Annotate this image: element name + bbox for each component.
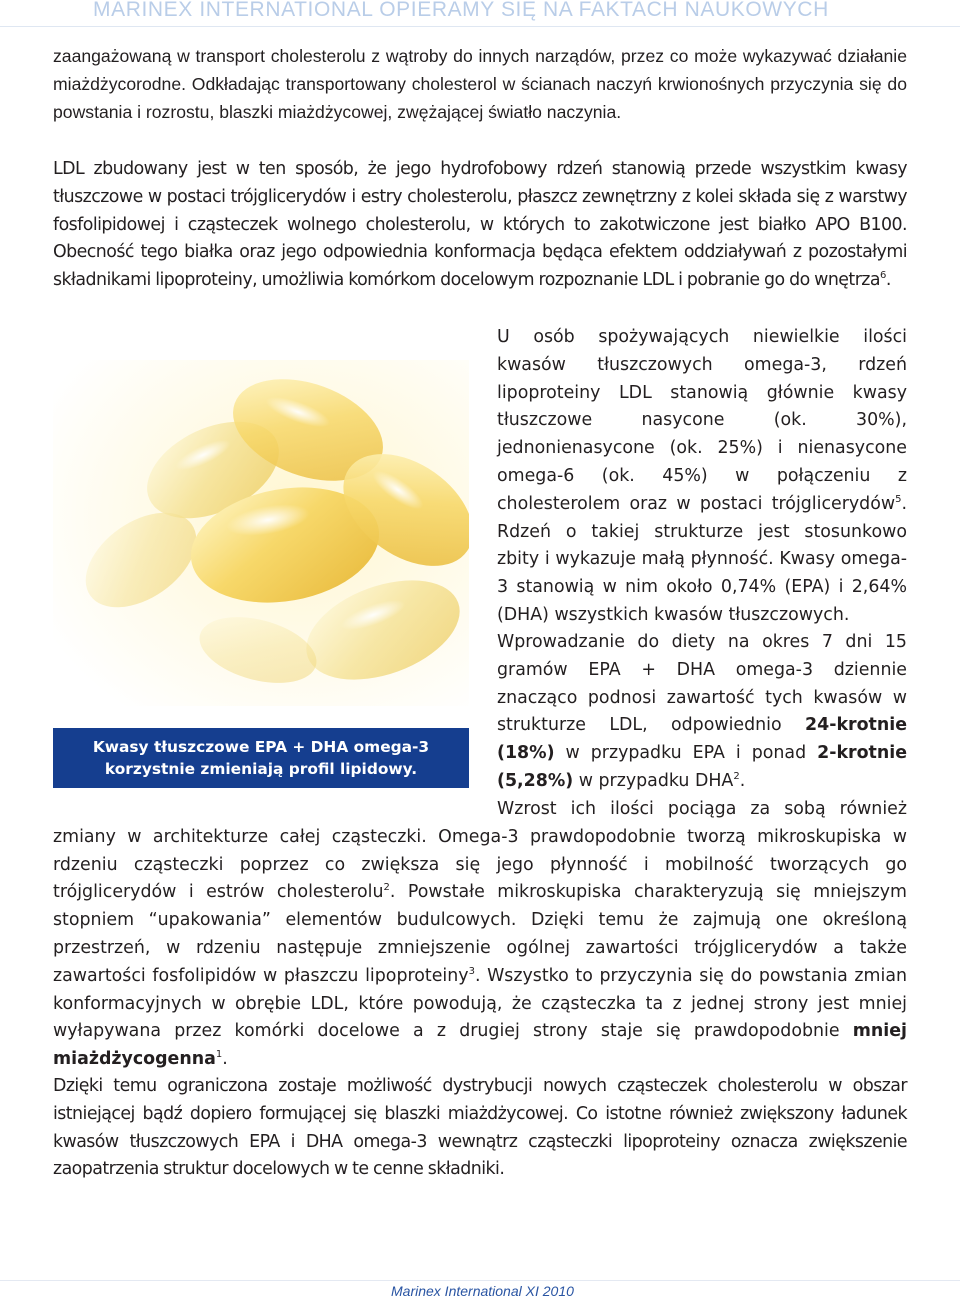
image-caption [53, 728, 469, 788]
paragraph-3-text: U osób spożywających niewielkie ilości kwasów tłuszczowych omega-3, rdzeń lipoproteiny LDL stanowią głównie kwasy tłuszczowe nasycone (ok. 30%), jednonienasycone (ok. 25%) i nienasycone omega-6 (ok. 45%) w połączeniu z cholesterolem oraz w postaci trójglicerydów [497, 327, 907, 514]
reference-3: 3 [468, 965, 475, 977]
reference-6: 6 [880, 270, 886, 282]
header-rule [0, 26, 960, 27]
capsules-image [53, 360, 469, 706]
page-footer: Marinex International XI 2010 [391, 1283, 574, 1299]
paragraph-6-text: Dzięki temu ograniczona zostaje możliwość dystrybucji nowych cząsteczek cholesterolu w obszar istniejącej bądź dopiero formującej się blaszki miażdżycowej. Co istotne również zwiększony ładunek kwasów tłuszczowych EPA i DHA omega-3 wewnątrz cząsteczki lipoproteiny oznacza zwiększenie zaopatrzenia struktur docelowych w te cenne składniki. [53, 1076, 907, 1180]
highlight-epa: 24-krotnie (18%) [497, 715, 908, 764]
header-title: MARINEX INTERNATIONAL OPIERAMY SIĘ NA FAKTACH NAUKOWYCH [93, 0, 829, 21]
reference-2b: 2 [383, 882, 390, 894]
reference-5: 5 [895, 493, 902, 505]
page-header [0, 0, 960, 28]
footer-rule [0, 1280, 960, 1281]
reference-1: 1 [215, 1049, 223, 1061]
highlight-dha: 2-krotnie (5,28%) [497, 743, 907, 791]
paragraph-1 [53, 43, 907, 126]
reference-2: 2 [733, 770, 740, 782]
paragraph-2: LDL zbudowany jest w ten sposób, że jego hydrofobowy rdzeń stanowią przede wszystkim kwasy tłuszczowe w postaci trójglicerydów i estry cholesterolu, płaszcz zewnętrzny z kolei składa się z warstwy fosfolipidowej i cząsteczek wolnego cholesterolu, w których to zakotwiczone jest białko APO B100. Obecność tego białka oraz jego odpowiednia konformacja będąca efektem oddziaływań z pozostałymi składnikami lipoproteiny, umożliwia komórkom docelowym rozpoznanie LDL i pobranie go do wnętrza$^6$. [53, 159, 907, 291]
paragraph-3: U osób spożywających niewielkie ilości kwasów tłuszczowych omega-3, rdzeń lipoproteiny LDL stanowią głównie kwasy tłuszczowe nasycone (ok. 30%), jednonienasycone (ok. 25%) i nienasycone omega-6 (ok. 45%) w połączeniu z cholesterolem oraz w postaci trójglicerydów$^5$. Rdzeń o takiej strukturze jest stosunkowo zbity i wykazuje małą płynność. Kwasy omega-3 stanowią w nim około 0,74% (EPA) i 2,64% (DHA) wszystkich kwasów tłuszczowych. [497, 327, 907, 625]
paragraph-5-text: Wzrost ich ilości pociąga za sobą również zmiany w architekturze całej cząsteczki. Omega-3 prawdopodobnie tworzą mikroskupiska w rdzeniu cząsteczki poprzez co zwiększa się jego płynność i mobilność tworzących go trójglicerydów i estrów cholesterolu [53, 799, 907, 903]
paragraph-4-text: Wprowadzanie do diety na okres 7 dni 15 gramów EPA + DHA omega-3 dziennie znacząco podnosi zawartość tych kwasów w strukturze LDL, odpowiednio [497, 632, 907, 736]
omega-capsules-icon [53, 360, 469, 706]
paragraph-1-text: zaangażowaną w transport cholesterolu z wątroby do innych narządów, przez co może wykazywać działanie miażdżycorodne. Odkładając transportowany cholesterol w ścianach naczyń krwionośnych przyczynia się do powstania i rozrostu, blaszki miażdżycowej, zwężającej światło naczynia. [53, 46, 907, 122]
paragraph-6 [53, 1073, 907, 1184]
paragraph-4: Wprowadzanie do diety na okres 7 dni 15 gramów EPA + DHA omega-3 dziennie znacząco podnosi zawartość tych kwasów w strukturze LDL, odpowiednio 24-krotnie (18%) w przypadku EPA i ponad 2-krotnie (5,28%) w przypadku DHA$^2$. [497, 632, 908, 791]
paragraph-2-text: LDL zbudowany jest w ten sposób, że jego hydrofobowy rdzeń stanowią przede wszystkim kwasy tłuszczowe w postaci trójglicerydów i estry cholesterolu, płaszcz zewnętrzny z kolei składa się z warstwy fosfolipidowej i cząsteczek wolnego cholesterolu, w których to zakotwiczone jest białko APO B100. Obecność tego białka oraz jego odpowiednia konformacja będąca efektem oddziaływań z pozostałymi składnikami lipoproteiny, umożliwia komórkom docelowym rozpoznanie LDL i pobranie go do wnętrza [53, 159, 907, 291]
caption-text: Kwasy tłuszczowe EPA + DHA omega-3 korzystnie zmieniają profil lipidowy. [92, 738, 430, 778]
highlight-less-atherogenic: mniej miażdżycogenna [53, 1021, 907, 1070]
paragraph-5: Wzrost ich ilości pociąga za sobą również zmiany w architekturze całej cząsteczki. Omega-3 prawdopodobnie tworzą mikroskupiska w rdzeniu cząsteczki poprzez co zwiększa się jego płynność i mobilność tworzących go trójglicerydów i estrów cholesterolu$^2$. Powstałe mikroskupiska charakteryzują się mniejszym stopniem “upakowania” elementów budulcowych. Dzięki temu że zajmują one określoną przestrzeń, w rdzeniu następuje zmniejszenie ogólnej zawartości trójglicerydów a także zawartości fosfolipidów w płaszczu lipoproteiny$^3$. Wszystko to przyczynia się do powstania zmian konformacyjnych w obrębie LDL, które powodują, że cząsteczka ta z jednej strony jest mniej wyłapywana przez komórki docelowe a z drugiej strony staje się prawdopodobnie mniej miażdżycogenna$^1$. [53, 799, 908, 1070]
